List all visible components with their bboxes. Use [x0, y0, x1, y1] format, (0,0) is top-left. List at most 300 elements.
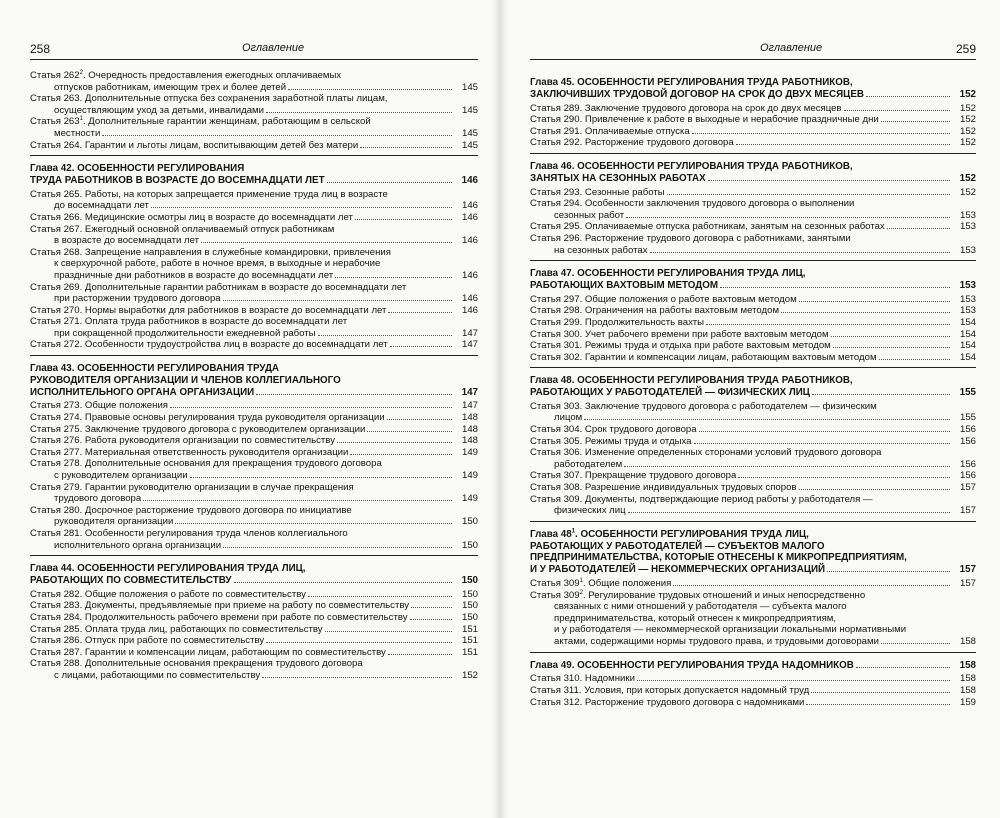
toc-page-number: 153 [959, 221, 976, 233]
dot-leader [720, 287, 950, 288]
chapter-rule [30, 555, 478, 556]
toc-chapter-heading [30, 563, 478, 587]
toc-entry-line: РАБОТАЮЩИХ У РАБОТОДАТЕЛЕЙ — ФИЗИЧЕСКИХ ЛИЦ [530, 387, 952, 399]
toc-entry [30, 528, 478, 551]
toc-entry-line: Статья 290. Привлечение к работе в выходные и нерабочие праздничные дни [530, 114, 952, 126]
page-number: 258 [30, 42, 51, 56]
running-head [30, 42, 478, 58]
toc-entry [30, 247, 478, 282]
dot-leader [223, 300, 452, 301]
toc-page-number: 145 [461, 104, 478, 116]
toc-entry [530, 187, 976, 199]
toc-entry-line: Статья 277. Материальная ответственность руководителя организации [30, 447, 454, 459]
toc-entry-line: Глава 44. ОСОБЕННОСТИ РЕГУЛИРОВАНИЯ ТРУДА ЛИЦ, [30, 563, 306, 575]
toc-page-number: 150 [461, 588, 478, 600]
toc-entry-line: Статья $309^2$. Регулирование трудовых отношений и иных непосредственно [530, 589, 866, 601]
dot-leader [887, 228, 950, 229]
toc-entry [30, 189, 478, 212]
toc-entry [30, 624, 478, 636]
toc-entry-line: Статья 305. Режимы труда и отдыха [530, 436, 952, 448]
toc-page-number: 152 [959, 172, 976, 184]
dot-leader [694, 443, 950, 444]
dot-leader [812, 394, 950, 395]
chapter-rule [30, 155, 478, 156]
toc-entry [530, 590, 976, 648]
dot-leader [143, 500, 452, 501]
toc-entry-line: Статья 276. Работа руководителя организации по совместительству [30, 435, 454, 447]
toc-entry-line: предпринимательства, который отнесен к микропредприятиям, [554, 612, 837, 624]
toc-entry-line: Статья 311. Условия, при которых допускается надомный труд [530, 685, 952, 697]
dot-leader [175, 523, 452, 524]
dot-leader [223, 547, 452, 548]
page-number: 259 [955, 42, 976, 56]
toc-entry [530, 578, 976, 590]
dot-leader [337, 442, 452, 443]
toc-entry-line: Статья 303. Заключение трудового договора с работодателем — физическим [530, 400, 877, 412]
toc-entry-line: с лицами, работающими по совместительству [30, 670, 454, 682]
toc-page-number: 152 [461, 669, 478, 681]
toc-entry [30, 482, 478, 505]
dot-leader [673, 585, 950, 586]
toc-entry-line: при расторжении трудового договора [30, 293, 454, 305]
toc-page-number: 146 [461, 304, 478, 316]
toc-entry [30, 612, 478, 624]
toc-entry-line: Статья 295. Оплачиваемые отпуска работникам, занятым на сезонных работах [530, 221, 952, 233]
toc-page-number: 145 [461, 127, 478, 139]
toc-entry [30, 400, 478, 412]
chapter-rule [530, 367, 976, 368]
dot-leader [799, 489, 950, 490]
toc-page-number: 147 [461, 386, 478, 398]
chapter-rule [530, 153, 976, 154]
toc-page-number: 151 [461, 623, 478, 635]
running-head [530, 42, 976, 58]
dot-leader [410, 619, 452, 620]
toc-page-number: 154 [959, 351, 976, 363]
toc-entry-line: Статья 272. Особенности трудоустройства лиц в возрасте до восемнадцати лет [30, 339, 454, 351]
dot-leader [781, 312, 950, 313]
toc-page-number: 146 [461, 269, 478, 281]
toc-page-number: 146 [461, 174, 478, 186]
toc-page-number: 151 [461, 635, 478, 647]
dot-leader [706, 324, 950, 325]
toc-entry-line: Статья 297. Общие положения о работе вахтовым методом [530, 294, 952, 306]
toc-entry-line: Глава 45. ОСОБЕННОСТИ РЕГУЛИРОВАНИЯ ТРУДА РАБОТНИКОВ, [530, 77, 853, 88]
toc-entry [30, 339, 478, 351]
dot-leader [256, 394, 452, 395]
toc-page-number: 150 [461, 600, 478, 612]
toc-entry-line: руководителя организации [30, 516, 454, 528]
dot-leader [738, 477, 950, 478]
toc-entry-line: Статья 265. Работы, на которых запрещается применение труда лиц в возрасте [30, 188, 388, 200]
toc-page-number: 148 [461, 435, 478, 447]
dot-leader [626, 217, 950, 218]
toc-page-number: 153 [959, 305, 976, 317]
dot-leader [856, 667, 950, 668]
toc-page-number: 152 [959, 102, 976, 114]
chapter-rule [530, 260, 976, 261]
toc-entry-line: Статья 300. Учет рабочего времени при работе вахтовым методом [530, 329, 952, 341]
dot-leader [692, 133, 950, 134]
toc-list [530, 70, 976, 708]
toc-entry-line: работодателем [530, 459, 952, 471]
dot-leader [699, 431, 950, 432]
toc-page-number: 158 [959, 684, 976, 696]
toc-list [30, 70, 478, 682]
toc-entry-line: ПРЕДПРИНИМАТЕЛЬСТВА, КОТОРЫЕ ОТНЕСЕНЫ К МИКРОПРЕДПРИЯТИЯМ, [530, 552, 907, 564]
header-rule [530, 59, 976, 60]
toc-entry-line: Статья 282. Общие положения о работе по совместительству [30, 589, 454, 601]
toc-page-number: 149 [461, 446, 478, 458]
toc-page-number: 153 [959, 293, 976, 305]
toc-entry-line: Статья 279. Гарантии руководителю организации в случае прекращения [30, 481, 354, 493]
dot-leader [833, 347, 950, 348]
toc-entry-line: к сверхурочной работе, работе в ночное время, в выходные и нерабочие [54, 258, 381, 270]
dot-leader [811, 692, 950, 693]
dot-leader [388, 312, 452, 313]
toc-entry-line: Статья 274. Правовые основы регулирования труда руководителя организации [30, 412, 454, 424]
dot-leader [388, 654, 452, 655]
toc-entry-line: на сезонных работах [530, 245, 952, 257]
dot-leader [350, 454, 452, 455]
toc-entry-line: Статья 301. Режимы труда и отдыха при работе вахтовым методом [530, 340, 952, 352]
dot-leader [637, 680, 950, 681]
toc-entry-line: отпусков работникам, имеющим трех и более детей [30, 82, 454, 94]
toc-page-number: 156 [959, 435, 976, 447]
dot-leader [584, 419, 950, 420]
toc-entry-line: лицом [530, 412, 952, 424]
dot-leader [262, 677, 452, 678]
toc-entry-line: Статья 263. Дополнительные отпуска без сохранения заработной платы лицам, [30, 93, 388, 105]
dot-leader [190, 477, 452, 478]
toc-entry-line: РАБОТАЮЩИХ ПО СОВМЕСТИТЕЛЬСТВУ [30, 575, 454, 587]
toc-entry-line: с руководителем организации [30, 470, 454, 482]
toc-entry-line: Статья $263^1$. Дополнительные гарантии женщинам, работающим в сельской [30, 116, 371, 128]
toc-page-number: 148 [461, 412, 478, 424]
dot-leader [650, 252, 950, 253]
dot-leader [266, 642, 452, 643]
toc-entry-line: Статья 296. Расторжение трудового договора с работниками, занятыми [530, 232, 851, 244]
toc-chapter-heading [530, 268, 976, 292]
toc-entry [530, 233, 976, 256]
toc-page-number: 154 [959, 328, 976, 340]
toc-entry [30, 589, 478, 601]
toc-entry-line: Статья 302. Гарантии и компенсации лицам, работающим вахтовым методом [530, 352, 952, 364]
toc-entry-line: в возрасте до восемнадцати лет [30, 235, 454, 247]
dot-leader [170, 407, 452, 408]
toc-page-number: 157 [959, 505, 976, 517]
toc-entry-line: Статья 308. Разрешение индивидуальных трудовых споров [530, 482, 952, 494]
toc-entry-line: Статья 275. Заключение трудового договора с руководителем организации [30, 424, 454, 436]
toc-page-number: 156 [959, 424, 976, 436]
dot-leader [335, 277, 452, 278]
toc-chapter-heading [30, 363, 478, 398]
toc-entry-line: местности [30, 128, 454, 140]
dot-leader [151, 207, 452, 208]
toc-entry-line: Статья 267. Ежегодный основной оплачиваемый отпуск работникам [30, 223, 335, 235]
toc-entry-line: трудового договора [30, 493, 454, 505]
toc-page-number: 145 [461, 139, 478, 151]
toc-page-number: 153 [959, 244, 976, 256]
toc-chapter-heading [530, 660, 976, 672]
toc-entry [30, 282, 478, 305]
dot-leader [355, 219, 452, 220]
toc-page-number: 146 [461, 200, 478, 212]
toc-entry-line: РУКОВОДИТЕЛЯ ОРГАНИЗАЦИИ И ЧЛЕНОВ КОЛЛЕГИАЛЬНОГО [30, 374, 341, 386]
toc-entry [30, 447, 478, 459]
toc-entry-line: Глава 43. ОСОБЕННОСТИ РЕГУЛИРОВАНИЯ ТРУДА [30, 363, 280, 375]
toc-entry-line: сезонных работ [530, 210, 952, 222]
toc-entry-line: Глава 47. ОСОБЕННОСТИ РЕГУЛИРОВАНИЯ ТРУДА ЛИЦ, [530, 268, 806, 280]
toc-entry-line: ЗАКЛЮЧИВШИХ ТРУДОВОЙ ДОГОВОР НА СРОК ДО ДВУХ МЕСЯЦЕВ [530, 89, 952, 101]
toc-page-number: 149 [461, 493, 478, 505]
toc-entry [30, 305, 478, 317]
dot-leader [360, 147, 452, 148]
dot-leader [318, 335, 452, 336]
toc-entry-line: осуществляющим уход за детьми, инвалидами [30, 105, 454, 117]
toc-page-number: 158 [959, 635, 976, 647]
toc-entry [30, 116, 478, 139]
toc-entry [530, 436, 976, 448]
toc-page-number: 152 [959, 114, 976, 126]
toc-entry-line: Статья $309^1$. Общие положения [530, 578, 952, 590]
toc-entry-line: до восемнадцати лет [30, 200, 454, 212]
dot-leader [234, 582, 452, 583]
toc-entry [530, 103, 976, 115]
toc-entry-line: Глава 49. ОСОБЕННОСТИ РЕГУЛИРОВАНИЯ ТРУДА НАДОМНИКОВ [530, 660, 952, 672]
toc-entry [30, 70, 478, 93]
toc-entry-line: Статья 285. Оплата труда лиц, работающих по совместительству [30, 624, 454, 636]
toc-entry [30, 212, 478, 224]
toc-entry-line: Статья 310. Надомники [530, 673, 952, 685]
toc-page-number: 146 [461, 293, 478, 305]
toc-entry-line: ЗАНЯТЫХ НА СЕЗОННЫХ РАБОТАХ [530, 173, 952, 185]
toc-page-number: 154 [959, 340, 976, 352]
toc-entry-line: Глава 48. ОСОБЕННОСТИ РЕГУЛИРОВАНИЯ ТРУДА РАБОТНИКОВ, [530, 375, 853, 387]
dot-leader [881, 643, 950, 644]
toc-entry-line: Статья 271. Оплата труда работников в возрасте до восемнадцати лет [30, 316, 348, 328]
toc-entry-line: Статья 299. Продолжительность вахты [530, 317, 952, 329]
toc-chapter-heading [530, 161, 976, 185]
toc-entry [530, 340, 976, 352]
toc-entry-line: РАБОТАЮЩИХ У РАБОТОДАТЕЛЕЙ — СУБЪЕКТОВ МАЛОГО [530, 540, 825, 552]
dot-leader [736, 144, 950, 145]
toc-page-number: 157 [959, 564, 976, 576]
left-page [30, 0, 478, 818]
toc-entry-line: Статья 298. Ограничения на работы вахтовым методом [530, 305, 952, 317]
dot-leader [367, 431, 452, 432]
toc-entry-line: Глава $48^1$. ОСОБЕННОСТИ РЕГУЛИРОВАНИЯ ТРУДА ЛИЦ, [530, 528, 809, 540]
toc-page-number: 152 [959, 125, 976, 137]
toc-entry-line: Статья 289. Заключение трудового договора на срок до двух месяцев [530, 103, 952, 115]
toc-entry [530, 685, 976, 697]
toc-entry [530, 447, 976, 470]
toc-entry-line: Статья 280. Досрочное расторжение трудового договора по инициативе [30, 504, 352, 516]
toc-page-number: 147 [461, 339, 478, 351]
toc-entry [530, 137, 976, 149]
dot-leader [288, 89, 452, 90]
toc-page-number: 146 [461, 211, 478, 223]
toc-entry [530, 114, 976, 126]
toc-entry [30, 658, 478, 681]
toc-chapter-heading [530, 77, 976, 101]
toc-entry [30, 600, 478, 612]
toc-entry-line: Статья 286. Отпуск при работе по совместительству [30, 635, 454, 647]
toc-entry [530, 329, 976, 341]
toc-entry-line: РАБОТАЮЩИХ ВАХТОВЫМ МЕТОДОМ [530, 280, 952, 292]
running-title: Оглавление [760, 42, 823, 54]
chapter-rule [530, 521, 976, 522]
dot-leader [308, 596, 452, 597]
toc-entry-line: Статья $262^2$. Очередность предоставления ежегодных оплачиваемых [30, 69, 342, 81]
toc-page-number: 150 [461, 611, 478, 623]
toc-entry [530, 401, 976, 424]
dot-leader [387, 419, 452, 420]
toc-entry [30, 458, 478, 481]
toc-entry-line: Статья 283. Документы, предъявляемые при приеме на работу по совместительству [30, 600, 454, 612]
toc-entry-line: Статья 304. Срок трудового договора [530, 424, 952, 436]
toc-entry-line: Статья 278. Дополнительные основания для прекращения трудового договора [30, 458, 382, 470]
toc-entry-line: при сокращенной продолжительности ежедневной работы [30, 328, 454, 340]
toc-entry-line: и у работодателя — некоммерческой организации локальными нормативными [554, 624, 907, 636]
toc-entry [530, 697, 976, 709]
dot-leader [881, 121, 950, 122]
toc-page-number: 147 [461, 400, 478, 412]
toc-page-number: 152 [959, 137, 976, 149]
toc-entry [530, 352, 976, 364]
toc-entry-line: Статья 294. Особенности заключения трудового договора о выполнении [530, 198, 855, 210]
toc-page-number: 155 [959, 387, 976, 399]
toc-entry [30, 505, 478, 528]
toc-entry [30, 93, 478, 116]
toc-entry-line: Статья 293. Сезонные работы [530, 187, 952, 199]
toc-entry-line: Статья 292. Расторжение трудового договора [530, 137, 952, 149]
toc-entry-line: Глава 42. ОСОБЕННОСТИ РЕГУЛИРОВАНИЯ [30, 163, 245, 175]
toc-entry-line: ТРУДА РАБОТНИКОВ В ВОЗРАСТЕ ДО ВОСЕМНАДЦАТИ ЛЕТ [30, 175, 454, 187]
book-gutter [492, 0, 508, 818]
toc-page-number: 152 [959, 88, 976, 100]
toc-entry-line: Статья 266. Медицинские осмотры лиц в возрасте до восемнадцати лет [30, 212, 454, 224]
right-page [530, 0, 976, 818]
toc-entry [530, 294, 976, 306]
dot-leader [325, 631, 452, 632]
toc-page-number: 158 [959, 673, 976, 685]
dot-leader [806, 704, 950, 705]
toc-page-number: 156 [959, 458, 976, 470]
dot-leader [831, 336, 950, 337]
header-rule [30, 59, 478, 60]
toc-entry-line: И У РАБОТОДАТЕЛЕЙ — НЕКОММЕРЧЕСКИХ ОРГАНИЗАЦИЙ [530, 564, 952, 576]
dot-leader [628, 512, 950, 513]
toc-page-number: 154 [959, 316, 976, 328]
toc-page-number: 149 [461, 470, 478, 482]
toc-chapter-heading [530, 529, 976, 576]
toc-entry-line: Статья 288. Дополнительные основания прекращения трудового договора [30, 658, 363, 670]
toc-entry-line: Глава 46. ОСОБЕННОСТИ РЕГУЛИРОВАНИЯ ТРУДА РАБОТНИКОВ, [530, 160, 853, 172]
running-title: Оглавление [242, 42, 305, 54]
toc-entry-line: Статья 270. Нормы выработки для работников в возрасте до восемнадцати лет [30, 305, 454, 317]
toc-entry [530, 198, 976, 221]
toc-entry [30, 316, 478, 339]
toc-entry-line: Статья 291. Оплачиваемые отпуска [530, 126, 952, 138]
dot-leader [624, 466, 950, 467]
toc-entry [530, 305, 976, 317]
toc-page-number: 156 [959, 470, 976, 482]
toc-entry-line: Статья 269. Дополнительные гарантии работникам в возрасте до восемнадцати лет [30, 281, 407, 293]
toc-page-number: 151 [461, 646, 478, 658]
dot-leader [879, 359, 950, 360]
toc-entry-line: исполнительного органа организации [30, 540, 454, 552]
toc-entry-line: Статья 309. Документы, подтверждающие период работы у работодателя — [530, 493, 873, 505]
dot-leader [866, 96, 950, 97]
dot-leader [799, 301, 950, 302]
toc-entry-line: праздничные дни работников в возрасте до восемнадцати лет [30, 270, 454, 282]
dot-leader [708, 180, 950, 181]
toc-page-number: 153 [959, 209, 976, 221]
toc-entry-line: Статья 264. Гарантии и льготы лицам, воспитывающим детей без матери [30, 140, 454, 152]
toc-entry [530, 673, 976, 685]
toc-entry-line: связанных с ними отношений у работодателя — субъекта малого [554, 601, 847, 613]
dot-leader [667, 194, 950, 195]
toc-entry-line: Статья 287. Гарантии и компенсации лицам, работающим по совместительству [30, 647, 454, 659]
toc-entry-line: Статья 312. Расторжение трудового договора с надомниками [530, 697, 952, 709]
toc-entry [30, 435, 478, 447]
dot-leader [201, 242, 452, 243]
dot-leader [390, 346, 452, 347]
toc-entry [530, 317, 976, 329]
toc-page-number: 147 [461, 327, 478, 339]
toc-entry [530, 424, 976, 436]
toc-entry-line: Статья 284. Продолжительность рабочего времени при работе по совместительству [30, 612, 454, 624]
toc-entry-line: Статья 307. Прекращение трудового договора [530, 470, 952, 482]
chapter-rule [30, 355, 478, 356]
toc-page-number: 158 [959, 659, 976, 671]
dot-leader [844, 110, 950, 111]
toc-entry [30, 424, 478, 436]
toc-entry-line: актами, содержащими нормы трудового права, и трудовыми договорами [530, 636, 952, 648]
toc-chapter-heading [530, 375, 976, 399]
toc-entry [530, 494, 976, 517]
toc-entry [30, 635, 478, 647]
dot-leader [327, 182, 452, 183]
dot-leader [102, 135, 452, 136]
toc-entry-line: Статья 281. Особенности регулирования труда членов коллегиального [30, 527, 348, 539]
toc-entry [30, 647, 478, 659]
toc-entry [30, 224, 478, 247]
toc-entry [530, 470, 976, 482]
toc-entry [30, 140, 478, 152]
toc-page-number: 155 [959, 412, 976, 424]
toc-page-number: 146 [461, 235, 478, 247]
toc-entry-line: физических лиц [530, 505, 952, 517]
toc-page-number: 159 [959, 696, 976, 708]
dot-leader [266, 112, 452, 113]
toc-page-number: 157 [959, 578, 976, 589]
toc-page-number: 150 [461, 516, 478, 528]
toc-entry-line: Статья 273. Общие положения [30, 400, 454, 412]
toc-page-number: 152 [959, 186, 976, 198]
toc-page-number: 150 [461, 574, 478, 586]
toc-entry-line: Статья 268. Запрещение направления в служебные командировки, привлечения [30, 246, 391, 258]
chapter-rule [530, 652, 976, 653]
toc-entry [530, 482, 976, 494]
toc-page-number: 145 [461, 81, 478, 93]
toc-entry [530, 221, 976, 233]
toc-chapter-heading [30, 163, 478, 187]
dot-leader [827, 571, 950, 572]
dot-leader [411, 607, 452, 608]
toc-page-number: 150 [461, 539, 478, 551]
